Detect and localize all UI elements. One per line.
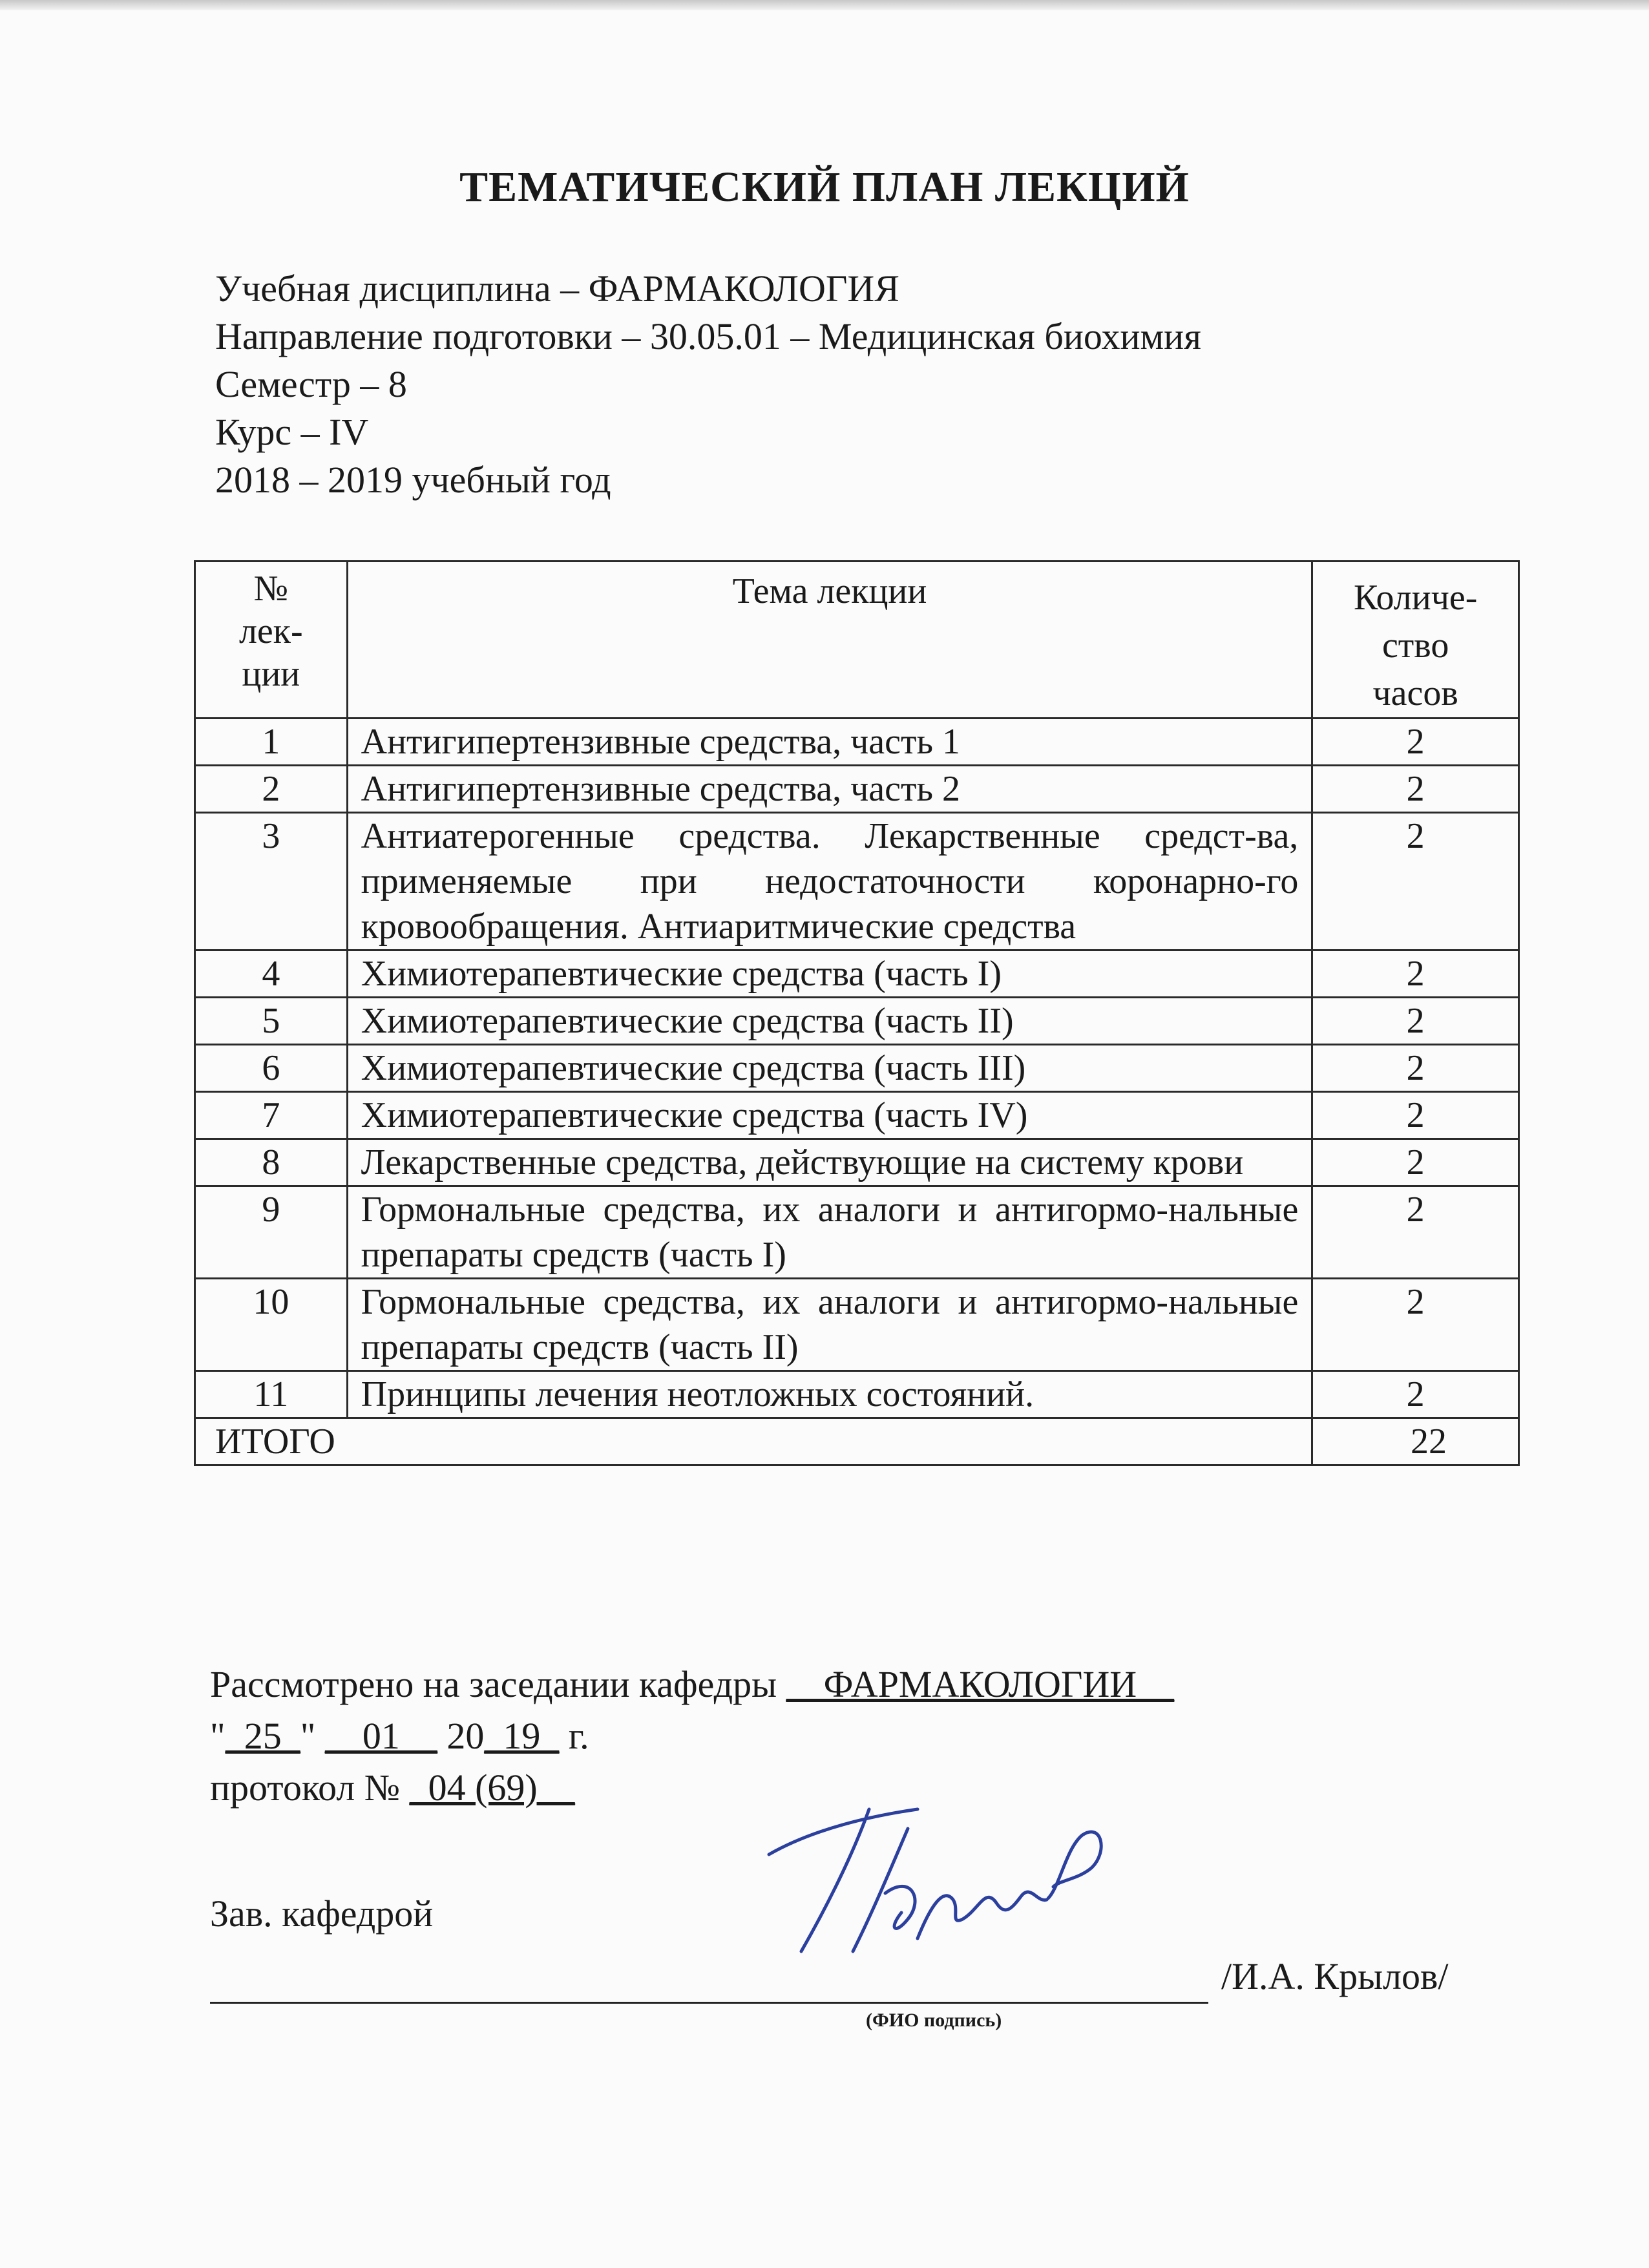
signature-caption: (ФИО подпись) xyxy=(866,2010,1002,2031)
lecture-number-cell: 1 xyxy=(195,719,348,766)
lecture-topic-cell: Антигипертензивные средства, часть 1 xyxy=(347,719,1312,766)
table-row xyxy=(195,813,1519,950)
discipline-line: Учебная дисциплина – ФАРМАКОЛОГИЯ xyxy=(215,268,899,310)
scan-edge xyxy=(0,0,1649,10)
protocol-number: _04 (69)__ xyxy=(409,1767,575,1809)
lecture-topic-cell: Антиатерогенные средства. Лекарственные средст-ва, применяемые при недостаточности коронарно-го кровообращения. Антиаритмические средства xyxy=(347,813,1312,950)
table-row xyxy=(195,998,1519,1045)
total-label: ИТОГО xyxy=(195,1418,1312,1465)
header-topic: Тема лекции xyxy=(347,562,1312,719)
table-row xyxy=(195,1139,1519,1186)
direction-line: Направление подготовки – 30.05.01 – Медицинская биохимия xyxy=(215,315,1201,357)
table-row xyxy=(195,1279,1519,1371)
table-row xyxy=(195,1092,1519,1139)
date-day: _25_ xyxy=(225,1715,300,1757)
academic-year-line: 2018 – 2019 учебный год xyxy=(215,459,611,501)
table-row xyxy=(195,719,1519,766)
lecture-number-cell: 9 xyxy=(195,1186,348,1279)
total-row xyxy=(195,1418,1519,1465)
lecture-topic-cell: Гормональные средства, их аналоги и антигормо-нальные препараты средств (часть I) xyxy=(347,1186,1312,1279)
lecture-hours-cell: 2 xyxy=(1312,1279,1519,1371)
lecture-number-cell: 5 xyxy=(195,998,348,1045)
lecture-topic-cell: Лекарственные средства, действующие на систему крови xyxy=(347,1139,1312,1186)
lecture-hours-cell: 2 xyxy=(1312,998,1519,1045)
lecture-number-cell: 11 xyxy=(195,1371,348,1418)
date-year: _19_ xyxy=(484,1715,560,1757)
table-row xyxy=(195,1186,1519,1279)
table-header-row xyxy=(195,562,1519,719)
header-lecture-number: № лек- ции xyxy=(195,562,348,719)
date-month: __01__ xyxy=(324,1715,437,1757)
lecture-topic-cell: Химиотерапевтические средства (часть III) xyxy=(347,1045,1312,1092)
head-of-department-label: Зав. кафедрой xyxy=(210,1893,434,1935)
page-title: ТЕМАТИЧЕСКИЙ ПЛАН ЛЕКЦИЙ xyxy=(459,163,1190,211)
lecture-topic-cell: Гормональные средства, их аналоги и антигормо-нальные препараты средств (часть II) xyxy=(347,1279,1312,1371)
department-name: __ФАРМАКОЛОГИИ__ xyxy=(786,1663,1175,1705)
lecture-number-cell: 4 xyxy=(195,950,348,998)
department-line: Рассмотрено на заседании кафедры __ФАРМАКОЛОГИИ__ xyxy=(210,1663,1175,1705)
lecture-plan-table xyxy=(194,560,1520,1466)
lecture-number-cell: 6 xyxy=(195,1045,348,1092)
semester-line: Семестр – 8 xyxy=(215,363,407,405)
lecture-number-cell: 8 xyxy=(195,1139,348,1186)
lecture-number-cell: 3 xyxy=(195,813,348,950)
lecture-number-cell: 2 xyxy=(195,766,348,813)
lecture-topic-cell: Химиотерапевтические средства (часть IV) xyxy=(347,1092,1312,1139)
table-row xyxy=(195,1371,1519,1418)
table-row xyxy=(195,950,1519,998)
lecture-hours-cell: 2 xyxy=(1312,950,1519,998)
lecture-hours-cell: 2 xyxy=(1312,719,1519,766)
lecture-hours-cell: 2 xyxy=(1312,1139,1519,1186)
protocol-line: протокол № _04 (69)__ xyxy=(210,1767,575,1809)
table-row xyxy=(195,1045,1519,1092)
table-row xyxy=(195,766,1519,813)
lecture-hours-cell: 2 xyxy=(1312,1371,1519,1418)
lecture-topic-cell: Принципы лечения неотложных состояний. xyxy=(347,1371,1312,1418)
lecture-topic-cell: Химиотерапевтические средства (часть I) xyxy=(347,950,1312,998)
handwritten-signature xyxy=(756,1790,1118,1984)
lecture-hours-cell: 2 xyxy=(1312,1186,1519,1279)
lecture-hours-cell: 2 xyxy=(1312,1045,1519,1092)
lecture-topic-cell: Химиотерапевтические средства (часть II) xyxy=(347,998,1312,1045)
signature-line xyxy=(210,2002,1208,2004)
date-line: "_25_" __01__ 20_19_ г. xyxy=(210,1715,589,1757)
lecture-hours-cell: 2 xyxy=(1312,766,1519,813)
lecture-number-cell: 7 xyxy=(195,1092,348,1139)
lecture-hours-cell: 2 xyxy=(1312,813,1519,950)
lecture-number-cell: 10 xyxy=(195,1279,348,1371)
course-year-line: Курс – IV xyxy=(215,411,369,453)
lecture-hours-cell: 2 xyxy=(1312,1092,1519,1139)
course-info xyxy=(215,265,1201,504)
head-of-department-name: /И.А. Крылов/ xyxy=(1221,1955,1449,1997)
lecture-topic-cell: Антигипертензивные средства, часть 2 xyxy=(347,766,1312,813)
header-hours: Количе- ство часов xyxy=(1312,562,1519,719)
total-hours: 22 xyxy=(1312,1418,1519,1465)
